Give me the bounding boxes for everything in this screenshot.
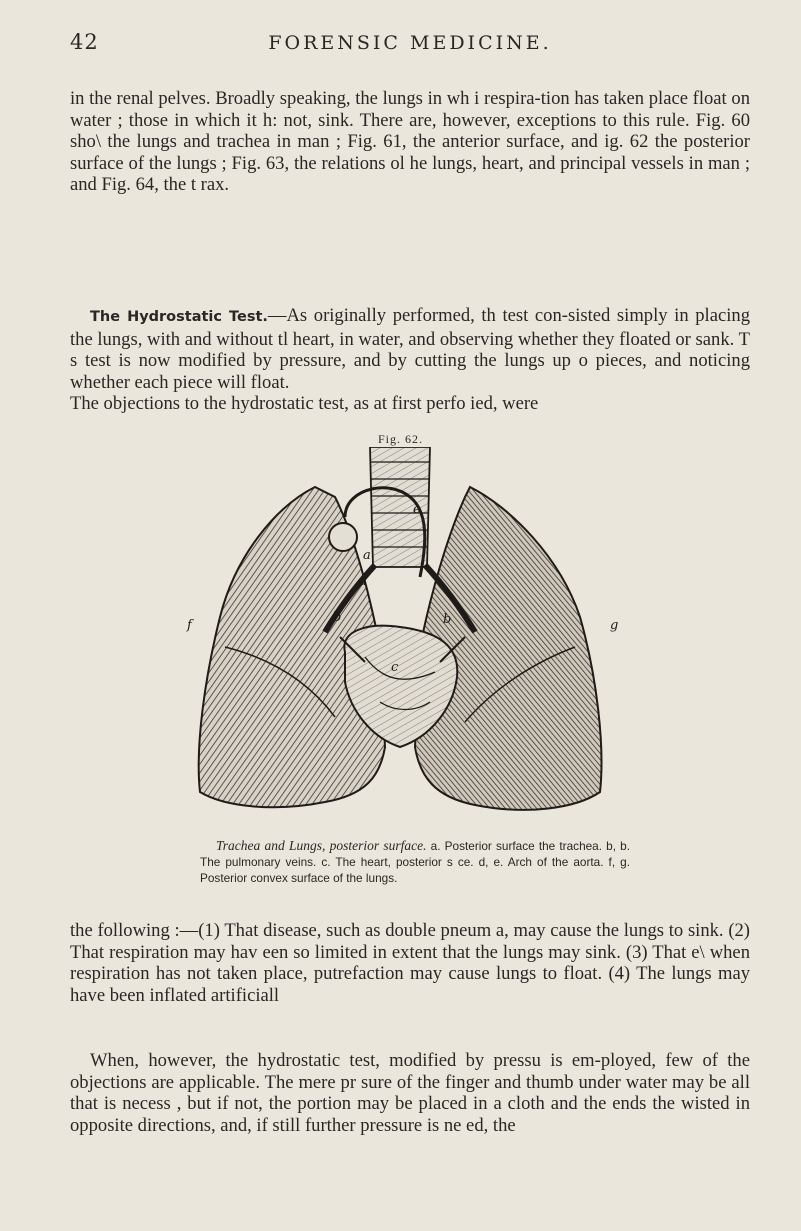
running-head (70, 30, 750, 62)
page-number: 42 (70, 30, 99, 54)
paragraph-objections-intro: The objections to the hydrostatic test, as at first perfo ied, were (70, 393, 539, 415)
lungs-illustration (165, 447, 635, 827)
lungs-engraving-figure (165, 447, 635, 827)
letter-g: g (610, 618, 619, 633)
letter-a: a (363, 548, 371, 563)
caption-text: a. Posterior surface the trachea. b, b. The pulmonary veins. c. The heart, posterior s ce. d, e. Arch of the aorta. f, g. Posterior convex surface of the lungs. (200, 839, 631, 885)
letter-b-right: b (443, 612, 452, 627)
letter-f: f (187, 618, 192, 633)
paragraph-hydrostatic-body: —As originally performed, th test con-sisted simply in placing the lungs, with and without tl heart, in water, and observing whether they floated or sank. T s test is now modified by pressure, and by cutting the lungs up o pieces, and noticing whether each piece will float. (70, 305, 750, 393)
letter-d: d (359, 574, 368, 589)
trachea (370, 447, 430, 567)
letter-c: c (391, 660, 399, 675)
paragraph-renal-pelves: in the renal pelves. Broadly speaking, the lungs in wh i respira-tion has taken place float on water ; those in which it h: not, sink. There are, however, exceptions to this rule. Fig. 60 sho\ the lungs and trachea in man ; Fig. 61, the anterior surface, and ig. 62 the posterior surface of the lungs ; Fig. 63, the relations ol he lungs, heart, and principal vessels in man ; and Fig. 64, the t rax. (70, 88, 750, 196)
running-title: FORENSIC MEDICINE. (268, 32, 552, 54)
paragraph-modified-test: When, however, the hydrostatic test, modified by pressu is em-ployed, few of the objections are applicable. The mere pr sure of the finger and thumb under water may be all that is necess , but if not, the portion may be placed in a cloth and the ends the wisted in opposite directions, and, if still further pressure is ne ed, the (70, 1050, 750, 1136)
paragraph-hydrostatic-test (70, 305, 750, 415)
figure-label: Fig. 62. (377, 432, 423, 446)
paragraph-objections-list: the following :—(1) That disease, such as double pneum a, may cause the lungs to sink. (2) That respiration may hav een so limited in extent that the lungs may sink. (3) That e\ when respiration has not taken place, putrefaction may cause lungs to float. (4) The lungs may have been inflated artificiall (70, 920, 750, 1006)
letter-e: e (413, 502, 421, 517)
figure-caption (200, 838, 630, 886)
caption-title: Trachea and Lungs, posterior surface. (216, 838, 427, 853)
section-heading-hydrostatic-test: The Hydrostatic Test. (90, 309, 268, 325)
letter-b-left: b (333, 610, 342, 625)
